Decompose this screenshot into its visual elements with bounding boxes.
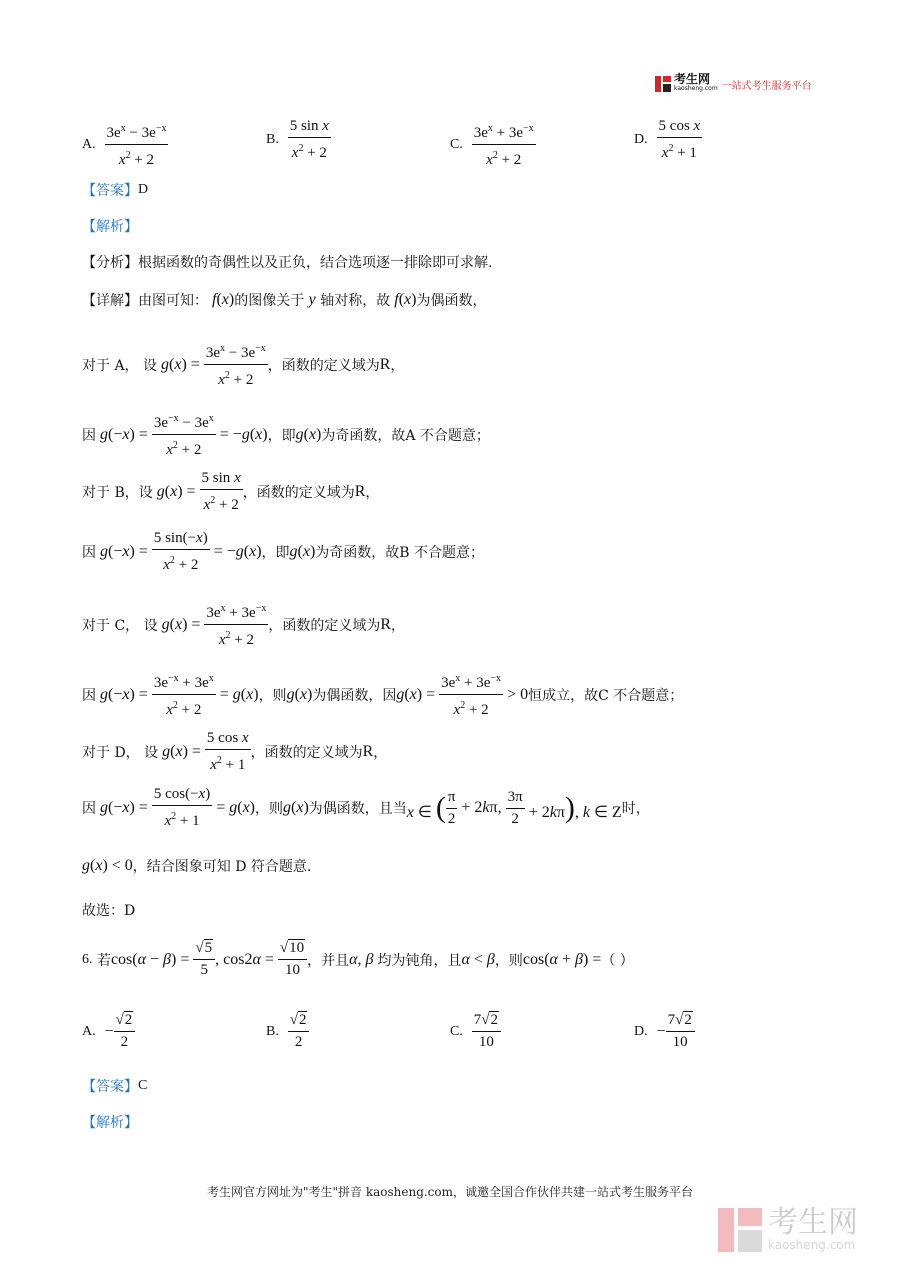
q5-choose: 故选：D — [82, 903, 136, 919]
header-logo — [655, 74, 812, 94]
q5-for-b: 对于 B，设 g(x) = $\frac{\text{5 sin x}}{x^2 + 2}$ ，函数的定义域为 R ， — [82, 470, 380, 513]
q5-for-c: 对于 C， 设 g(x) = $\frac{3e^x + 3e^{-x}}{x^2 + 2}$ ，函数的定义域为 R ， — [82, 600, 405, 649]
header-slogan: 一站式考生服务平台 — [721, 80, 812, 92]
q6-option-d: D. − $\frac{7√2}{10}$ — [634, 1012, 695, 1051]
header-brand: 考生网 — [674, 72, 711, 86]
q5-a-odd: 因 g(−x) = $\frac{3e^{-x} - 3e^x}{x^2 + 2}$ = −g(x) ，即 g(x) 为奇函数，故 A 不合题意； — [82, 410, 490, 459]
q5-b-odd: 因 g(−x) = $\frac{5 \sin(-x)}{x^2 + 2}$ = −g(x) ，即 g(x) 为奇函数，故 B 不合题意； — [82, 530, 485, 573]
q5-detail-line: 【详解】 由图可知： f(x) 的图像关于 y 轴对称，故 f(x) 为偶函数， — [82, 291, 487, 309]
watermark-domain: kaosheng.com — [768, 1238, 856, 1252]
watermark — [718, 1205, 858, 1252]
q5-fenxi-line: 【分析】 根据函数的奇偶性以及正负，结合选项逐一排除即可求解. — [82, 255, 493, 271]
kaosheng-logo-icon — [655, 76, 671, 92]
q6-option-c: C. $\frac{7√2}{10}$ — [450, 1012, 501, 1051]
q5-option-b: B. $\frac{\text{5 sin x}}{x^2 + 2}$ — [266, 118, 329, 161]
watermark-logo-icon — [718, 1208, 762, 1252]
q5-option-d: D. $\frac{\text{5 cos x}}{x^2 + 1}$ — [634, 118, 701, 161]
q5-c-even: 因 g(−x) = $\frac{3e^{-x} + 3e^x}{x^2 + 2}$ = g(x) ，则 g(x) 为偶函数，因 g(x) = $\frac{3e^x + 3e^{-x}}{x^2 + 2}$ > 0 恒成立，故 C 不合题意； — [82, 670, 683, 719]
q6-answer-line: 【答案】 C — [82, 1078, 148, 1095]
q5-analysis-tag: 【解析】 — [82, 219, 138, 235]
q5-option-c: C. $\frac{3e^x + 3e^{-x}}{x^2 + 2}$ — [450, 120, 536, 169]
q6-option-b: B. $\frac{√2}{2}$ — [266, 1012, 309, 1051]
footer-text: 考生网官方网址为"考生"拼音 kaosheng.com，诚邀全国合作伙伴共建一站式考生服务平台 — [206, 1185, 694, 1199]
q6-option-a: A. − $\frac{√2}{2}$ — [82, 1012, 135, 1051]
q5-final: g(x) < 0 ，结合图象可知 D 符合题意. — [82, 857, 312, 875]
q6-stem: 6. 若 cos(α − β) = $\frac{√5}{5}$ , cos2α = $\frac{√10}{10}$ ，并且 α, β 均为钝角，且 α < β ，则 cos(α + β) = （ ） — [82, 940, 634, 978]
watermark-brand: 考生网 — [768, 1205, 858, 1240]
q5-option-a: A. $\frac{3e^x - 3e^{-x}}{x^2 + 2}$ — [82, 120, 168, 169]
q5-for-a: 对于 A， 设 g(x) = $\frac{3e^x - 3e^{-x}}{x^2 + 2}$ ，函数的定义域为 R ， — [82, 340, 404, 389]
header-domain: kaosheng.com — [674, 85, 718, 92]
q5-for-d: 对于 D， 设 g(x) = $\frac{\text{5 cos x}}{x^2 + 1}$ ，函数的定义域为 R ， — [82, 730, 388, 773]
q6-analysis-tag: 【解析】 — [82, 1115, 138, 1131]
q5-d-even: 因 g(−x) = $\frac{5 \cos(-x)}{x^2 + 1}$ = g(x) ，则 g(x) 为偶函数，且当 x ∈ ( $\frac{\pi}{2}$ + 2kπ, $\frac{3\pi}{2}$ + 2kπ), k ∈ Z 时， — [82, 786, 650, 829]
q5-answer-line: 【答案】 D — [82, 182, 149, 199]
